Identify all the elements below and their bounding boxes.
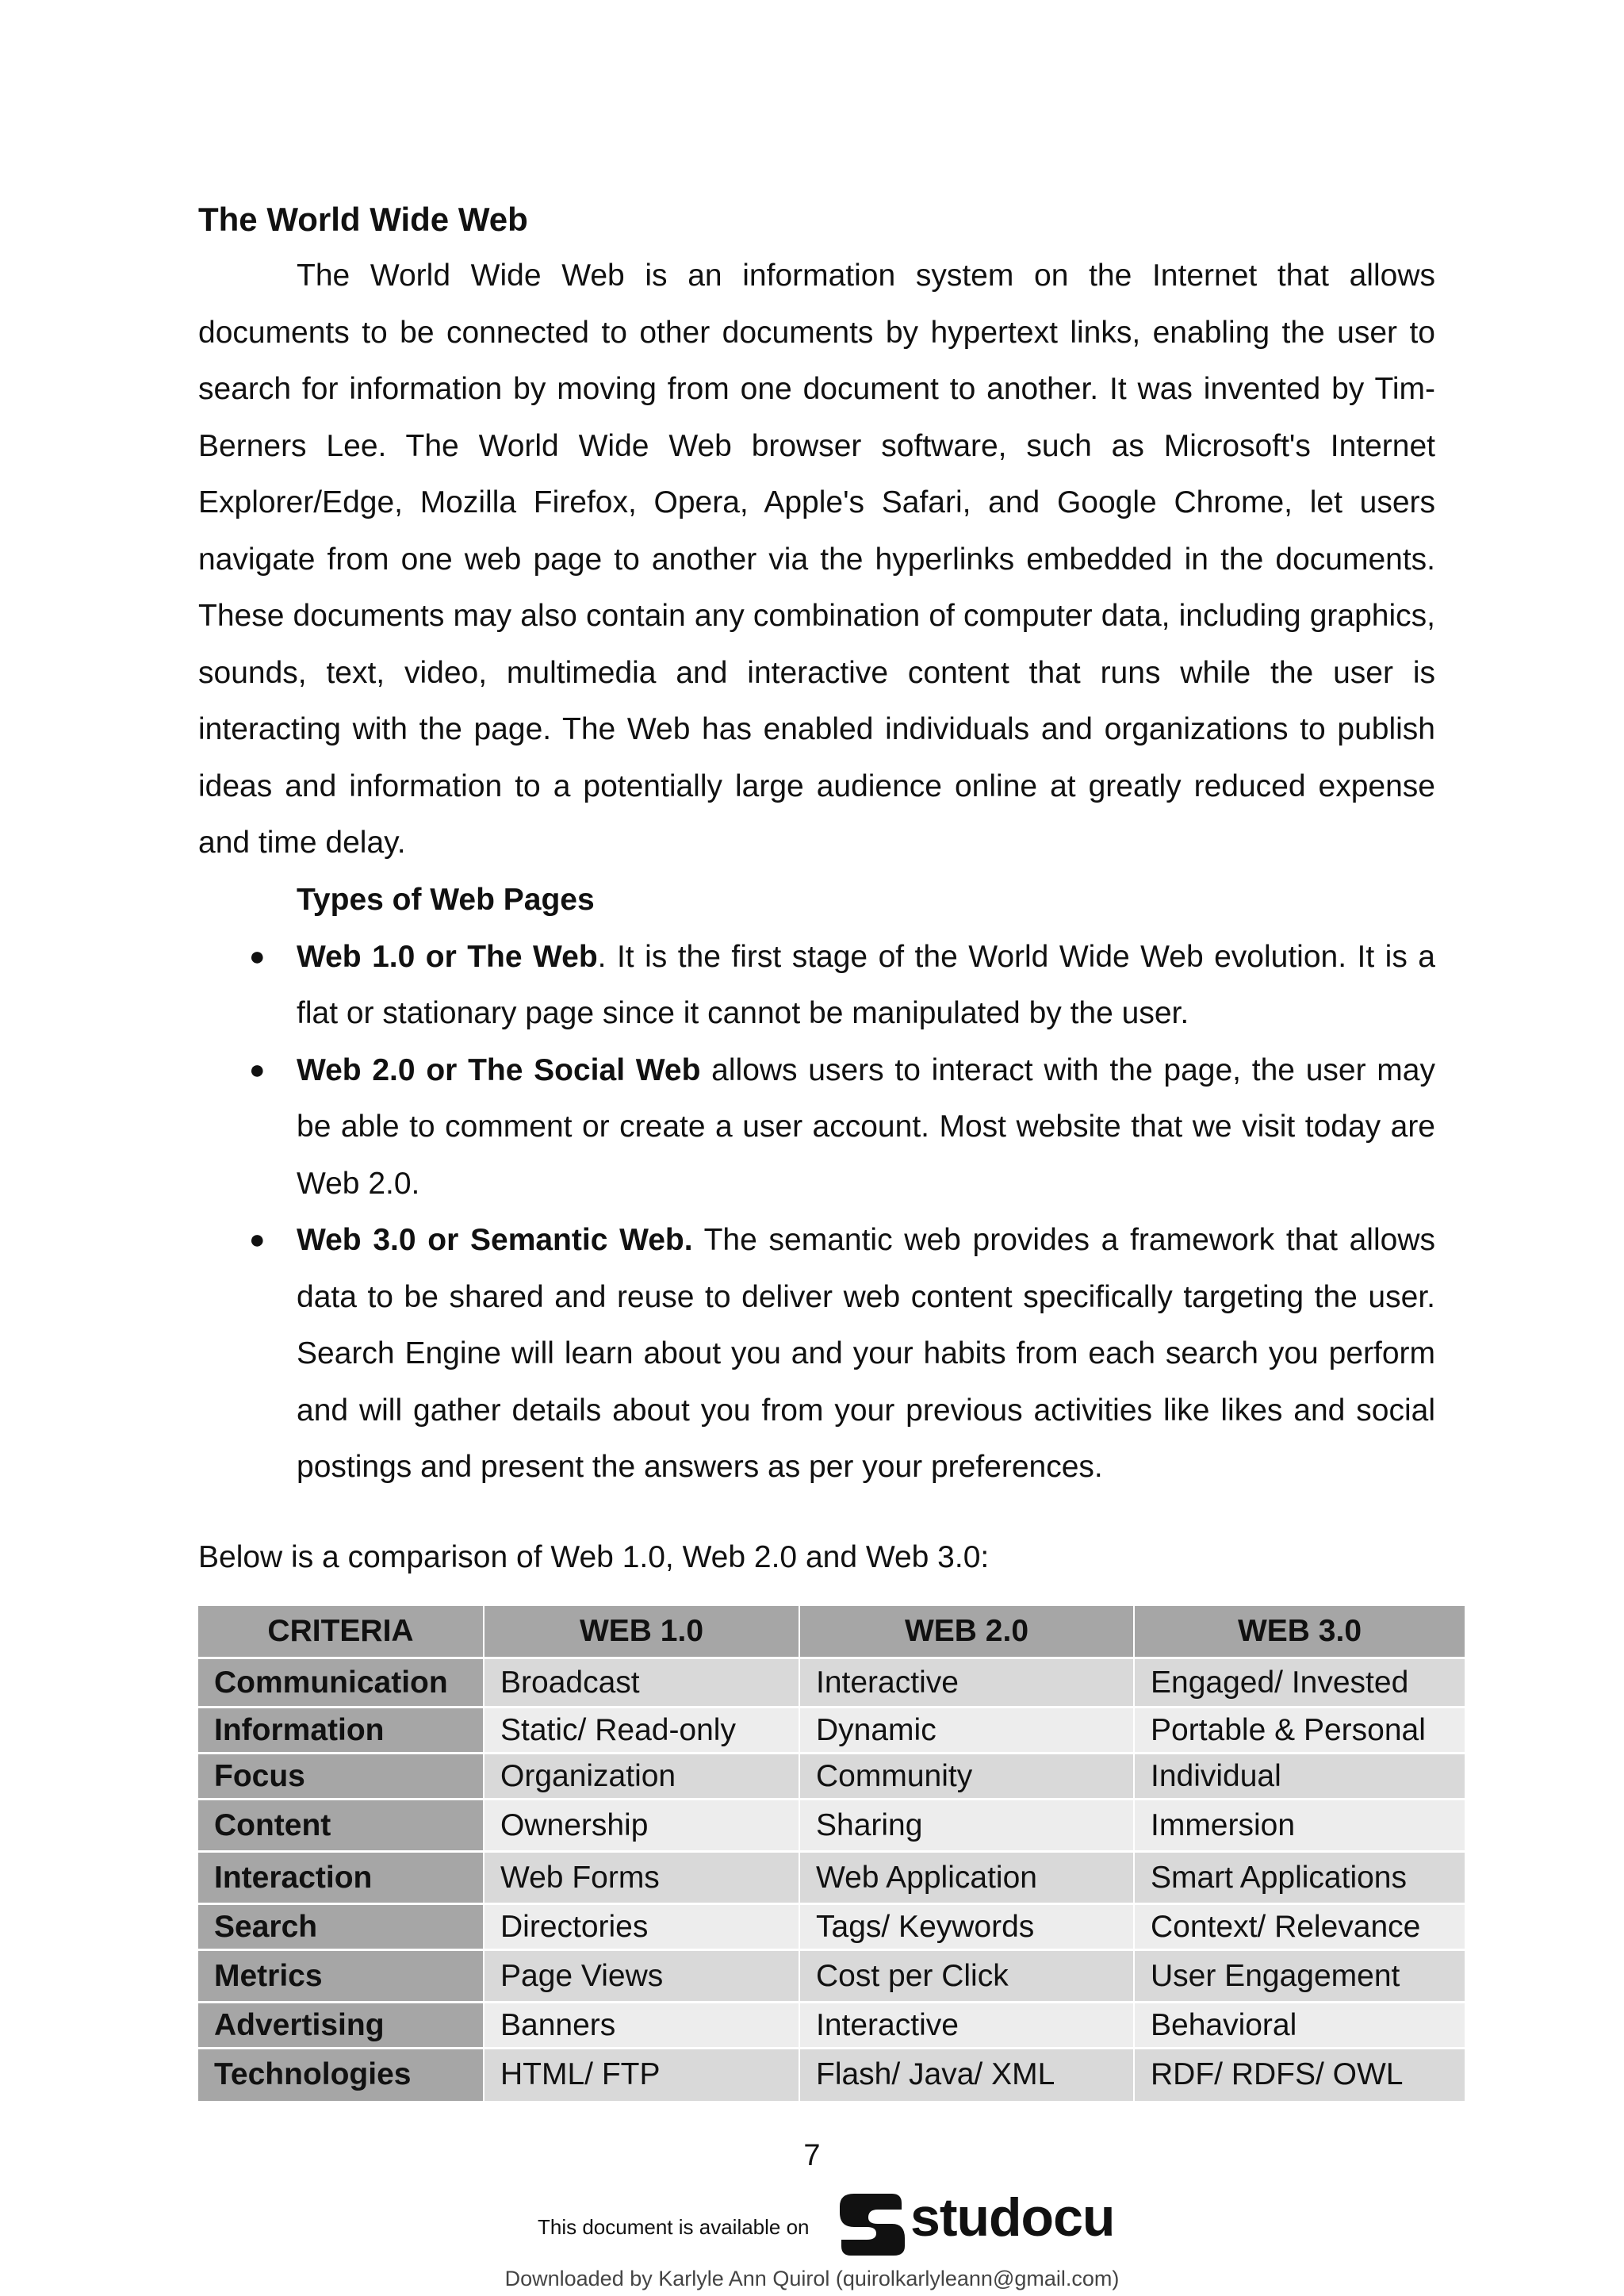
- criteria-cell: Focus: [198, 1754, 484, 1800]
- page-number: 7: [803, 2139, 821, 2172]
- header-web1: WEB 1.0: [484, 1606, 799, 1658]
- table-cell: RDF/ RDFS/ OWL: [1134, 2049, 1465, 2101]
- table-cell: Flash/ Java/ XML: [799, 2049, 1134, 2101]
- table-cell: Portable & Personal: [1134, 1708, 1465, 1754]
- table-cell: Web Application: [799, 1852, 1134, 1904]
- table-cell: Interactive: [799, 1658, 1134, 1708]
- criteria-cell: Content: [198, 1800, 484, 1852]
- studocu-logo-icon: [837, 2191, 908, 2259]
- table-row: [198, 1754, 1465, 1800]
- table-header-row: [198, 1606, 1465, 1658]
- downloaded-by: Downloaded by Karlyle Ann Quirol (quirolkarlyleann@gmail.com): [504, 2267, 1120, 2290]
- table-cell: Broadcast: [484, 1658, 799, 1708]
- table-cell: Organization: [484, 1754, 799, 1800]
- studocu-brand: studocu: [910, 2187, 1115, 2248]
- available-on-text: This document is available on: [538, 2215, 810, 2239]
- table-row: [198, 1800, 1465, 1852]
- list-item: [198, 1212, 1435, 1496]
- table-row: [198, 1708, 1465, 1754]
- page-title: The World Wide Web: [198, 201, 528, 238]
- criteria-cell: Search: [198, 1904, 484, 1950]
- web-types-list: [198, 929, 1435, 1496]
- header-web2: WEB 2.0: [799, 1606, 1134, 1658]
- table-cell: Page Views: [484, 1950, 799, 2003]
- table-cell: Interactive: [799, 2003, 1134, 2049]
- table-cell: HTML/ FTP: [484, 2049, 799, 2101]
- criteria-cell: Interaction: [198, 1852, 484, 1904]
- table-row: [198, 1658, 1465, 1708]
- table-cell: Ownership: [484, 1800, 799, 1852]
- table-row: [198, 1852, 1465, 1904]
- document-body: [198, 192, 1435, 1586]
- header-web3: WEB 3.0: [1134, 1606, 1465, 1658]
- table-cell: Immersion: [1134, 1800, 1465, 1852]
- table-cell: Banners: [484, 2003, 799, 2049]
- criteria-cell: Metrics: [198, 1950, 484, 2003]
- table-cell: Tags/ Keywords: [799, 1904, 1134, 1950]
- bullet-dot-icon: ●: [249, 1054, 266, 1085]
- table-row: [198, 1950, 1465, 2003]
- table-row: [198, 1904, 1465, 1950]
- table-cell: Dynamic: [799, 1708, 1134, 1754]
- bullet-dot-icon: ●: [249, 941, 266, 972]
- criteria-cell: Technologies: [198, 2049, 484, 2101]
- table-cell: Smart Applications: [1134, 1852, 1465, 1904]
- criteria-cell: Information: [198, 1708, 484, 1754]
- intro-paragraph: The World Wide Web is an information system on the Internet that allows documents to be connected to other documents by hypertext links, enabling the user to search for information by moving from one document to another. It was invented by Tim-Berners Lee. The World Wide Web browser software, such as Microsoft's Internet Explorer/Edge, Mozilla Firefox, Opera, Apple's Safari, and Google Chrome, let users navigate from one web page to another via the hyperlinks embedded in the documents. These documents may also contain any combination of computer data, including graphics, sounds, text, video, multimedia and interactive content that runs while the user is interacting with the page. The Web has enabled individuals and organizations to publish ideas and information to a potentially large audience online at greatly reduced expense and time delay.: [198, 259, 1435, 860]
- bullet-text: . It is the first stage of the World Wide Web evolution. It is a flat or stationary page since it cannot be manipulated by the user.: [297, 939, 1435, 1030]
- criteria-cell: Communication: [198, 1658, 484, 1708]
- table-cell: Context/ Relevance: [1134, 1904, 1465, 1950]
- table-body: [198, 1658, 1465, 2101]
- bullet-dot-icon: ●: [249, 1225, 266, 1255]
- bullet-term: Web 3.0 or Semantic Web.: [297, 1223, 693, 1257]
- table-cell: Individual: [1134, 1754, 1465, 1800]
- table-cell: Cost per Click: [799, 1950, 1134, 2003]
- table-cell: Behavioral: [1134, 2003, 1465, 2049]
- table-cell: User Engagement: [1134, 1950, 1465, 2003]
- table-cell: Community: [799, 1754, 1134, 1800]
- list-item: [198, 1042, 1435, 1213]
- table-row: [198, 2003, 1465, 2049]
- bullet-text: The semantic web provides a framework that allows data to be shared and reuse to deliver web content specifically targeting the user. Search Engine will learn about you and your habits from each search you perform and will gather details about you from your previous activities like likes and social postings and present the answers as per your preferences.: [297, 1223, 1435, 1484]
- table-cell: Engaged/ Invested: [1134, 1658, 1465, 1708]
- comparison-intro: Below is a comparison of Web 1.0, Web 2.0 and Web 3.0:: [198, 1539, 990, 1574]
- comparison-table: [198, 1606, 1466, 2101]
- bullet-text: allows users to interact with the page, the user may be able to comment or create a user account. Most website that we visit today are Web 2.0.: [297, 1052, 1435, 1201]
- bullet-term: Web 1.0 or The Web: [297, 939, 598, 974]
- table-cell: Web Forms: [484, 1852, 799, 1904]
- bullet-term: Web 2.0 or The Social Web: [297, 1052, 701, 1087]
- table-cell: Static/ Read-only: [484, 1708, 799, 1754]
- list-item: [198, 929, 1435, 1042]
- criteria-cell: Advertising: [198, 2003, 484, 2049]
- table-cell: Directories: [484, 1904, 799, 1950]
- table-row: [198, 2049, 1465, 2101]
- types-heading: Types of Web Pages: [297, 882, 595, 917]
- table-cell: Sharing: [799, 1800, 1134, 1852]
- header-criteria: CRITERIA: [198, 1606, 484, 1658]
